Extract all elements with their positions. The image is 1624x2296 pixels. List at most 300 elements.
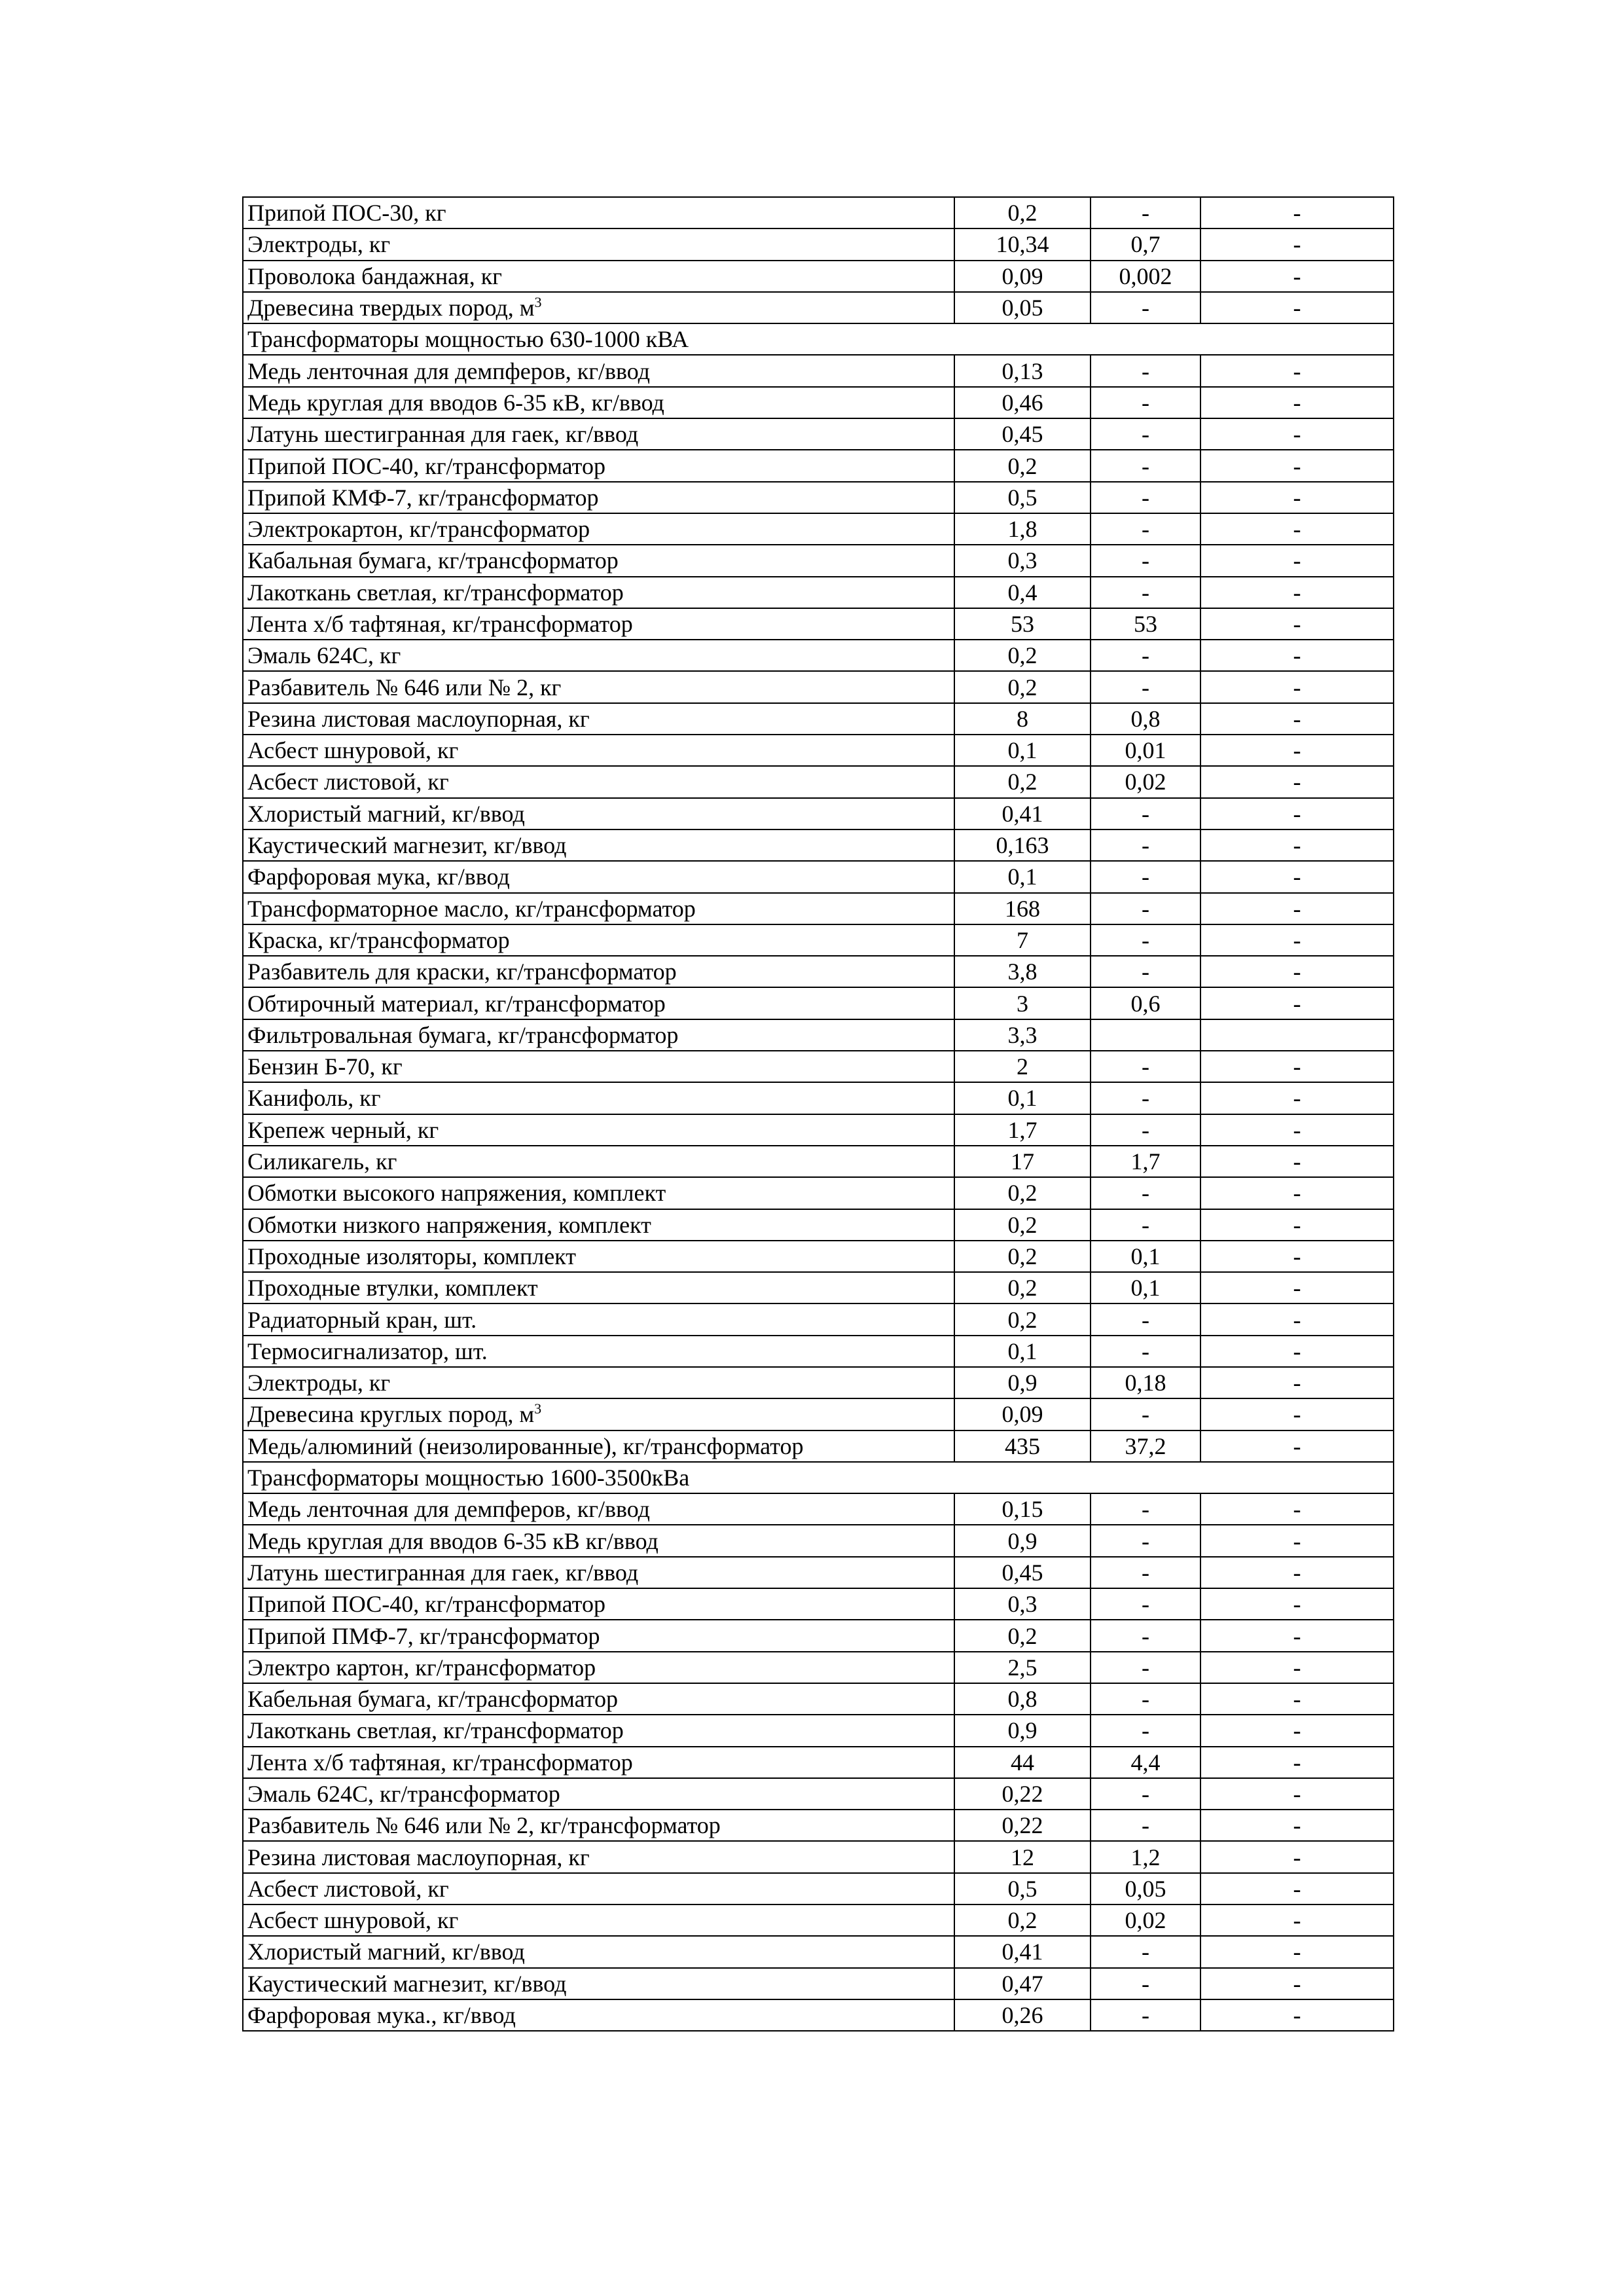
value-cell-1: 0,45 xyxy=(954,418,1091,450)
value-cell-3: - xyxy=(1200,1051,1394,1082)
value-cell-3: - xyxy=(1200,924,1394,956)
value-cell-1: 1,7 xyxy=(954,1114,1091,1146)
table-row xyxy=(243,450,1394,481)
value-cell-3: - xyxy=(1200,1810,1394,1841)
material-name-cell xyxy=(243,1873,954,1904)
material-name-cell xyxy=(243,1114,954,1146)
table-row xyxy=(243,956,1394,987)
material-name: Кабальная бумага, кг/трансформатор xyxy=(247,547,619,574)
value-cell-2: - xyxy=(1091,798,1200,829)
value-cell-2: - xyxy=(1091,1936,1200,1967)
value-cell-2: - xyxy=(1091,292,1200,323)
material-name: Латунь шестигранная для гаек, кг/ввод xyxy=(247,421,639,448)
table-row xyxy=(243,1336,1394,1367)
value-cell-2: - xyxy=(1091,861,1200,892)
value-cell-1: 0,1 xyxy=(954,1336,1091,1367)
material-name: Резина листовая маслоупорная, кг xyxy=(247,705,590,732)
material-name-cell xyxy=(243,1146,954,1177)
material-name: Асбест шнуровой, кг xyxy=(247,1907,459,1934)
section-row xyxy=(243,323,1394,355)
value-cell-1: 3 xyxy=(954,987,1091,1019)
material-name: Припой ПОС-30, кг xyxy=(247,200,446,227)
value-cell-1: 0,2 xyxy=(954,1209,1091,1241)
material-name: Проволока бандажная, кг xyxy=(247,263,502,289)
value-cell-2: - xyxy=(1091,671,1200,702)
value-cell-2: - xyxy=(1091,1177,1200,1209)
value-cell-2: 0,8 xyxy=(1091,703,1200,735)
value-cell-1: 435 xyxy=(954,1430,1091,1462)
value-cell-2: 37,2 xyxy=(1091,1430,1200,1462)
table-row xyxy=(243,829,1394,861)
material-name: Медь ленточная для демпферов, кг/ввод xyxy=(247,357,650,384)
value-cell-3: - xyxy=(1200,1747,1394,1778)
value-cell-1: 0,2 xyxy=(954,1620,1091,1651)
table-row xyxy=(243,640,1394,671)
value-cell-1: 0,2 xyxy=(954,1272,1091,1303)
table-row xyxy=(243,1588,1394,1620)
value-cell-3: - xyxy=(1200,1367,1394,1398)
material-name-cell xyxy=(243,1557,954,1588)
value-cell-1: 0,2 xyxy=(954,1177,1091,1209)
value-cell-3: - xyxy=(1200,766,1394,797)
material-name: Припой ПОС-40, кг/трансформатор xyxy=(247,452,605,479)
material-name-cell xyxy=(243,450,954,481)
material-name-cell xyxy=(243,1652,954,1683)
material-name: Припой ПМФ-7, кг/трансформатор xyxy=(247,1622,600,1649)
material-name-cell xyxy=(243,1082,954,1114)
material-name: Лента х/б тафтяная, кг/трансформатор xyxy=(247,611,633,637)
value-cell-3: - xyxy=(1200,1525,1394,1556)
value-cell-1: 0,05 xyxy=(954,292,1091,323)
value-cell-1: 17 xyxy=(954,1146,1091,1177)
value-cell-1: 3,3 xyxy=(954,1019,1091,1051)
value-cell-1: 0,5 xyxy=(954,482,1091,513)
value-cell-2: - xyxy=(1091,1999,1200,2031)
value-cell-2: - xyxy=(1091,829,1200,861)
material-name: Фарфоровая мука., кг/ввод xyxy=(247,2002,516,2029)
table-row xyxy=(243,228,1394,260)
value-cell-3: - xyxy=(1200,577,1394,608)
value-cell-3: - xyxy=(1200,1114,1394,1146)
material-name: Трансформаторное масло, кг/трансформатор xyxy=(247,895,696,922)
value-cell-1: 3,8 xyxy=(954,956,1091,987)
value-cell-3: - xyxy=(1200,1588,1394,1620)
value-cell-1: 0,09 xyxy=(954,1398,1091,1430)
value-cell-2: - xyxy=(1091,1652,1200,1683)
table-row xyxy=(243,1557,1394,1588)
value-cell-1: 0,2 xyxy=(954,1904,1091,1936)
value-cell-1: 0,46 xyxy=(954,387,1091,418)
table-row xyxy=(243,1841,1394,1872)
value-cell-3: - xyxy=(1200,1241,1394,1272)
value-cell-1: 0,8 xyxy=(954,1683,1091,1715)
material-name: Резина листовая маслоупорная, кг xyxy=(247,1844,590,1870)
table-row xyxy=(243,1082,1394,1114)
table-row xyxy=(243,1525,1394,1556)
section-title: Трансформаторы мощностью 630-1000 кВА xyxy=(243,323,1394,355)
value-cell-2: 1,2 xyxy=(1091,1841,1200,1872)
table-row xyxy=(243,1904,1394,1936)
value-cell-3: - xyxy=(1200,1873,1394,1904)
material-name-cell xyxy=(243,1019,954,1051)
value-cell-2: 0,02 xyxy=(1091,766,1200,797)
value-cell-3: - xyxy=(1200,197,1394,228)
material-name: Припой ПОС-40, кг/трансформатор xyxy=(247,1591,605,1618)
table-row xyxy=(243,1272,1394,1303)
material-name-cell xyxy=(243,1778,954,1810)
value-cell-1: 0,13 xyxy=(954,355,1091,386)
material-name: Разбавитель для краски, кг/трансформатор xyxy=(247,958,677,985)
value-cell-2: - xyxy=(1091,1303,1200,1335)
value-cell-2: - xyxy=(1091,387,1200,418)
value-cell-3: - xyxy=(1200,798,1394,829)
value-cell-3: - xyxy=(1200,1715,1394,1746)
value-cell-2: 1,7 xyxy=(1091,1146,1200,1177)
material-name: Древесина круглых пород, м xyxy=(247,1401,535,1428)
material-name-cell xyxy=(243,1683,954,1715)
material-name: Фарфоровая мука, кг/ввод xyxy=(247,864,510,890)
value-cell-3: - xyxy=(1200,355,1394,386)
value-cell-1: 0,22 xyxy=(954,1778,1091,1810)
material-name-cell xyxy=(243,418,954,450)
value-cell-2: 0,1 xyxy=(1091,1272,1200,1303)
materials-table-body xyxy=(243,197,1394,2031)
value-cell-1: 0,47 xyxy=(954,1968,1091,1999)
material-name: Крепеж черный, кг xyxy=(247,1116,439,1143)
value-cell-1: 0,41 xyxy=(954,798,1091,829)
material-name-cell xyxy=(243,577,954,608)
value-cell-3: - xyxy=(1200,1082,1394,1114)
value-cell-2: - xyxy=(1091,577,1200,608)
material-name: Радиаторный кран, шт. xyxy=(247,1306,477,1333)
value-cell-1: 0,9 xyxy=(954,1715,1091,1746)
material-name: Электроды, кг xyxy=(247,1370,391,1396)
value-cell-1: 0,2 xyxy=(954,450,1091,481)
value-cell-3: - xyxy=(1200,1493,1394,1525)
material-name-cell xyxy=(243,798,954,829)
value-cell-3: - xyxy=(1200,1999,1394,2031)
table-row xyxy=(243,1873,1394,1904)
value-cell-2: 53 xyxy=(1091,608,1200,640)
value-cell-2: 0,02 xyxy=(1091,1904,1200,1936)
table-row xyxy=(243,798,1394,829)
value-cell-3: - xyxy=(1200,735,1394,766)
value-cell-2: - xyxy=(1091,924,1200,956)
value-cell-3: - xyxy=(1200,703,1394,735)
table-row xyxy=(243,1019,1394,1051)
table-row xyxy=(243,861,1394,892)
value-cell-2: - xyxy=(1091,1114,1200,1146)
material-name-cell xyxy=(243,1715,954,1746)
table-row xyxy=(243,1177,1394,1209)
material-name: Древесина твердых пород, м xyxy=(247,295,535,321)
material-name: Фильтровальная бумага, кг/трансформатор xyxy=(247,1021,679,1048)
table-row xyxy=(243,1114,1394,1146)
material-name: Медь круглая для вводов 6-35 кВ кг/ввод xyxy=(247,1527,659,1554)
value-cell-1: 0,1 xyxy=(954,735,1091,766)
table-row xyxy=(243,261,1394,292)
value-cell-2: 0,05 xyxy=(1091,1873,1200,1904)
material-name-cell xyxy=(243,228,954,260)
table-row xyxy=(243,292,1394,323)
material-name: Разбавитель № 646 или № 2, кг xyxy=(247,674,562,701)
value-cell-3: - xyxy=(1200,640,1394,671)
value-cell-3: - xyxy=(1200,1557,1394,1588)
unit-superscript: 3 xyxy=(534,294,542,311)
value-cell-1: 0,15 xyxy=(954,1493,1091,1525)
value-cell-1: 53 xyxy=(954,608,1091,640)
value-cell-3: - xyxy=(1200,1336,1394,1367)
value-cell-3: - xyxy=(1200,1841,1394,1872)
value-cell-3: - xyxy=(1200,545,1394,576)
value-cell-1: 12 xyxy=(954,1841,1091,1872)
material-name-cell xyxy=(243,703,954,735)
materials-table xyxy=(242,196,1394,2032)
material-name-cell xyxy=(243,1588,954,1620)
material-name: Эмаль 624С, кг xyxy=(247,642,401,669)
table-row xyxy=(243,893,1394,924)
value-cell-3: - xyxy=(1200,513,1394,545)
table-row xyxy=(243,513,1394,545)
material-name: Обмотки низкого напряжения, комплект xyxy=(247,1211,651,1238)
material-name-cell xyxy=(243,735,954,766)
material-name-cell xyxy=(243,261,954,292)
material-name-cell xyxy=(243,482,954,513)
material-name: Обтирочный материал, кг/трансформатор xyxy=(247,990,666,1017)
material-name: Хлористый магний, кг/ввод xyxy=(247,1939,525,1965)
table-row xyxy=(243,355,1394,386)
value-cell-1: 0,1 xyxy=(954,861,1091,892)
value-cell-2: 0,1 xyxy=(1091,1241,1200,1272)
material-name: Краска, кг/трансформатор xyxy=(247,926,510,953)
material-name: Электрокартон, кг/трансформатор xyxy=(247,516,590,543)
value-cell-1: 0,3 xyxy=(954,545,1091,576)
value-cell-1: 0,22 xyxy=(954,1810,1091,1841)
material-name-cell xyxy=(243,1525,954,1556)
material-name-cell xyxy=(243,1177,954,1209)
value-cell-2: - xyxy=(1091,418,1200,450)
value-cell-3: - xyxy=(1200,1652,1394,1683)
material-name: Медь круглая для вводов 6-35 кВ, кг/ввод xyxy=(247,389,664,416)
value-cell-2 xyxy=(1091,1019,1200,1051)
value-cell-2: - xyxy=(1091,1715,1200,1746)
material-name: Эмаль 624С, кг/трансформатор xyxy=(247,1780,560,1807)
table-row xyxy=(243,1683,1394,1715)
value-cell-2: - xyxy=(1091,1051,1200,1082)
value-cell-2: - xyxy=(1091,1398,1200,1430)
value-cell-2: - xyxy=(1091,1778,1200,1810)
table-row xyxy=(243,1398,1394,1430)
value-cell-1: 7 xyxy=(954,924,1091,956)
table-row xyxy=(243,387,1394,418)
material-name-cell xyxy=(243,1303,954,1335)
value-cell-2: 0,18 xyxy=(1091,1367,1200,1398)
value-cell-1: 0,9 xyxy=(954,1525,1091,1556)
value-cell-3: - xyxy=(1200,671,1394,702)
table-row xyxy=(243,1715,1394,1746)
value-cell-1: 0,4 xyxy=(954,577,1091,608)
value-cell-1: 8 xyxy=(954,703,1091,735)
value-cell-2: - xyxy=(1091,1683,1200,1715)
table-row xyxy=(243,1936,1394,1967)
value-cell-2: - xyxy=(1091,1620,1200,1651)
value-cell-2: - xyxy=(1091,513,1200,545)
value-cell-3: - xyxy=(1200,387,1394,418)
material-name: Лакоткань светлая, кг/трансформатор xyxy=(247,1717,624,1744)
value-cell-3: - xyxy=(1200,1778,1394,1810)
value-cell-2: 0,002 xyxy=(1091,261,1200,292)
table-row xyxy=(243,1620,1394,1651)
material-name-cell xyxy=(243,1620,954,1651)
table-row xyxy=(243,671,1394,702)
value-cell-2: - xyxy=(1091,1525,1200,1556)
value-cell-1: 0,26 xyxy=(954,1999,1091,2031)
material-name-cell xyxy=(243,956,954,987)
value-cell-2: 0,01 xyxy=(1091,735,1200,766)
value-cell-3: - xyxy=(1200,228,1394,260)
material-name: Обмотки высокого напряжения, комплект xyxy=(247,1180,666,1207)
table-row xyxy=(243,1051,1394,1082)
value-cell-3 xyxy=(1200,1019,1394,1051)
table-row xyxy=(243,1747,1394,1778)
table-row xyxy=(243,1999,1394,2031)
value-cell-1: 0,5 xyxy=(954,1873,1091,1904)
material-name-cell xyxy=(243,1367,954,1398)
material-name-cell xyxy=(243,1336,954,1367)
material-name-cell xyxy=(243,1747,954,1778)
material-name: Лента х/б тафтяная, кг/трансформатор xyxy=(247,1749,633,1776)
table-row xyxy=(243,703,1394,735)
table-row xyxy=(243,418,1394,450)
value-cell-2: - xyxy=(1091,1336,1200,1367)
table-row xyxy=(243,545,1394,576)
material-name-cell xyxy=(243,1493,954,1525)
section-title: Трансформаторы мощностью 1600-3500кВа xyxy=(243,1462,1394,1493)
table-row xyxy=(243,577,1394,608)
value-cell-3: - xyxy=(1200,1398,1394,1430)
value-cell-3: - xyxy=(1200,450,1394,481)
value-cell-3: - xyxy=(1200,482,1394,513)
value-cell-1: 0,2 xyxy=(954,671,1091,702)
table-row xyxy=(243,1810,1394,1841)
material-name-cell xyxy=(243,987,954,1019)
value-cell-3: - xyxy=(1200,1209,1394,1241)
material-name-cell xyxy=(243,1968,954,1999)
table-row xyxy=(243,1430,1394,1462)
material-name-cell xyxy=(243,608,954,640)
material-name-cell xyxy=(243,1051,954,1082)
material-name-cell xyxy=(243,513,954,545)
value-cell-2: 0,6 xyxy=(1091,987,1200,1019)
material-name-cell xyxy=(243,1999,954,2031)
material-name-cell xyxy=(243,671,954,702)
table-row xyxy=(243,608,1394,640)
material-name: Разбавитель № 646 или № 2, кг/трансформатор xyxy=(247,1812,721,1839)
material-name-cell xyxy=(243,1810,954,1841)
value-cell-1: 0,2 xyxy=(954,640,1091,671)
value-cell-2: - xyxy=(1091,1968,1200,1999)
table-row xyxy=(243,1968,1394,1999)
value-cell-2: - xyxy=(1091,545,1200,576)
value-cell-1: 0,41 xyxy=(954,1936,1091,1967)
table-row xyxy=(243,1303,1394,1335)
table-row xyxy=(243,1652,1394,1683)
value-cell-3: - xyxy=(1200,1683,1394,1715)
value-cell-1: 0,9 xyxy=(954,1367,1091,1398)
value-cell-2: - xyxy=(1091,1588,1200,1620)
value-cell-3: - xyxy=(1200,1904,1394,1936)
material-name-cell xyxy=(243,1272,954,1303)
material-name-cell xyxy=(243,1904,954,1936)
material-name-cell xyxy=(243,924,954,956)
material-name: Каустический магнезит, кг/ввод xyxy=(247,1970,567,1997)
value-cell-3: - xyxy=(1200,1272,1394,1303)
value-cell-3: - xyxy=(1200,608,1394,640)
value-cell-1: 168 xyxy=(954,893,1091,924)
material-name-cell xyxy=(243,893,954,924)
value-cell-2: - xyxy=(1091,1493,1200,1525)
material-name: Бензин Б-70, кг xyxy=(247,1053,403,1080)
material-name: Силикагель, кг xyxy=(247,1148,397,1175)
material-name-cell xyxy=(243,1398,954,1430)
value-cell-2: - xyxy=(1091,482,1200,513)
material-name: Медь ленточная для демпферов, кг/ввод xyxy=(247,1496,650,1523)
material-name: Асбест листовой, кг xyxy=(247,769,449,795)
value-cell-2: - xyxy=(1091,1209,1200,1241)
value-cell-3: - xyxy=(1200,292,1394,323)
value-cell-1: 0,2 xyxy=(954,766,1091,797)
material-name: Кабельная бумага, кг/трансформатор xyxy=(247,1686,618,1713)
table-row xyxy=(243,1241,1394,1272)
value-cell-2: - xyxy=(1091,1810,1200,1841)
value-cell-3: - xyxy=(1200,956,1394,987)
table-row xyxy=(243,1778,1394,1810)
value-cell-1: 0,2 xyxy=(954,197,1091,228)
value-cell-1: 0,09 xyxy=(954,261,1091,292)
material-name: Латунь шестигранная для гаек, кг/ввод xyxy=(247,1559,639,1586)
material-name-cell xyxy=(243,766,954,797)
value-cell-1: 1,8 xyxy=(954,513,1091,545)
table-row xyxy=(243,766,1394,797)
value-cell-2: 4,4 xyxy=(1091,1747,1200,1778)
value-cell-1: 2,5 xyxy=(954,1652,1091,1683)
value-cell-1: 0,3 xyxy=(954,1588,1091,1620)
value-cell-3: - xyxy=(1200,1620,1394,1651)
value-cell-3: - xyxy=(1200,829,1394,861)
table-row xyxy=(243,1367,1394,1398)
value-cell-3: - xyxy=(1200,1303,1394,1335)
material-name: Электро картон, кг/трансформатор xyxy=(247,1654,596,1681)
material-name: Припой КМФ-7, кг/трансформатор xyxy=(247,484,599,511)
material-name-cell xyxy=(243,197,954,228)
material-name: Асбест шнуровой, кг xyxy=(247,737,459,764)
material-name: Проходные изоляторы, комплект xyxy=(247,1243,576,1269)
value-cell-1: 0,163 xyxy=(954,829,1091,861)
value-cell-1: 2 xyxy=(954,1051,1091,1082)
value-cell-2: - xyxy=(1091,1082,1200,1114)
section-row xyxy=(243,1462,1394,1493)
material-name-cell xyxy=(243,1841,954,1872)
value-cell-3: - xyxy=(1200,418,1394,450)
material-name-cell xyxy=(243,355,954,386)
value-cell-2: - xyxy=(1091,893,1200,924)
material-name-cell xyxy=(243,545,954,576)
value-cell-2: - xyxy=(1091,956,1200,987)
material-name: Лакоткань светлая, кг/трансформатор xyxy=(247,579,624,606)
material-name-cell xyxy=(243,829,954,861)
table-row xyxy=(243,1209,1394,1241)
value-cell-2: - xyxy=(1091,1557,1200,1588)
